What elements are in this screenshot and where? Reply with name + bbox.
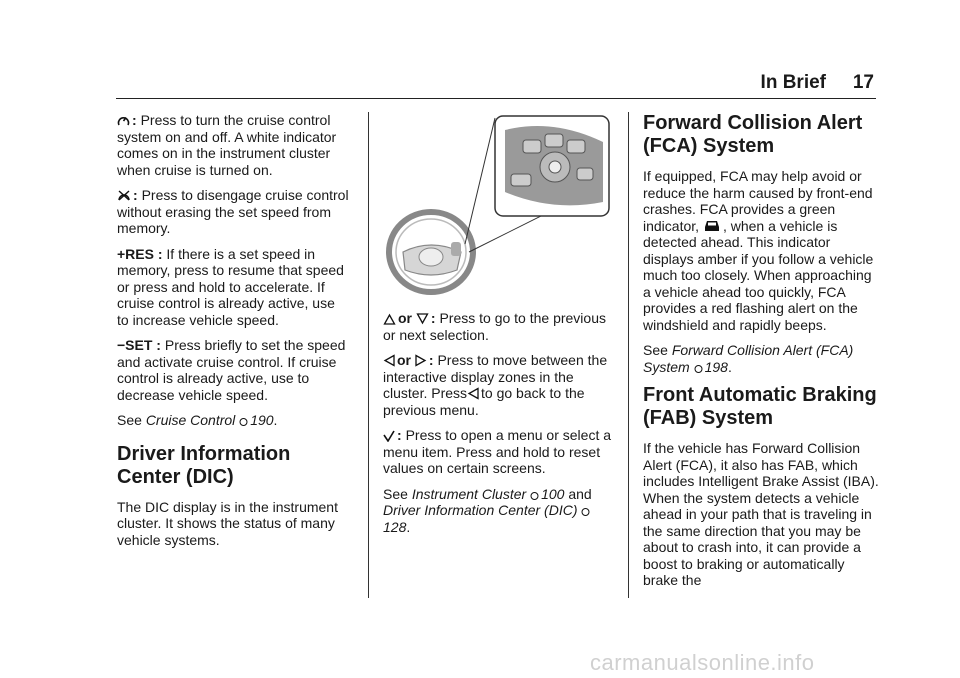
see-reference [383,486,611,536]
key-label: : [397,427,402,443]
fca-paragraph [643,168,879,333]
page-arrow-icon [694,364,703,374]
cross-ref-link[interactable]: Instrument Cluster [411,485,527,502]
set-paragraph [117,337,349,403]
page-arrow-icon [239,417,248,427]
cross-ref-link[interactable]: Forward Collision Alert (FCA) System [643,342,854,375]
see-reference [117,412,349,429]
up-arrow-icon [383,313,396,325]
key-label: : [430,310,436,326]
cruise-control-icon [117,114,130,127]
or-label: or [398,310,412,326]
page-ref[interactable]: 190 [250,412,274,428]
fab-heading: Front Automatic Braking (FAB) System [643,384,877,429]
set-text: Press briefly to set the speed and activate cruise control. If cruise control is already active, use to decrease vehicle speed. [117,337,346,403]
leftright-paragraph [383,352,611,418]
vehicle-ahead-icon [703,219,721,233]
see-prefix: See [643,342,672,358]
steering-wheel-illustration [383,112,611,300]
column-1 [117,112,349,557]
see-prefix: See [117,412,146,428]
res-key: +RES : [117,245,163,262]
page-ref[interactable]: 198 [704,358,728,375]
page-ref[interactable]: 100 [541,485,565,502]
page-header [116,70,876,99]
cross-ref-link[interactable]: Driver Information Center (DIC) [383,502,578,518]
dic-text: The DIC display is in the instrument cluster. It shows the status of many vehicle systems. [117,498,338,548]
see-suffix: . [406,518,411,535]
cruise-onoff-text: Press to turn the cruise control system on and off. A white indicator comes on in the instrument cluster when cruise is turned on. [117,112,337,178]
or-label: or [397,352,411,368]
column-3 [643,112,879,598]
see-suffix: . [273,412,278,428]
column-divider [628,112,629,598]
fca-heading: Forward Collision Alert (FCA) System [643,112,863,157]
column-2 [383,112,611,544]
and-label: and [564,485,592,502]
updown-paragraph [383,310,611,343]
page-number: 17 [852,72,874,93]
page-arrow-icon [530,491,539,501]
select-text: Press to open a menu or select a menu item. Press and hold to reset values on certain screens. [383,427,612,476]
cancel-text: Press to disengage cruise control without erasing the set speed from memory. [117,187,349,236]
column-divider [368,112,369,598]
select-paragraph [383,427,611,477]
left-arrow-icon [383,354,395,367]
leftright-text-2: to go back to the previous menu. [383,385,585,418]
see-prefix: See [383,485,412,502]
page-ref[interactable]: 128 [383,518,407,535]
res-text: If there is a set speed in memory, press to resume that speed or press and hold to accelerate. If cruise control is already active, use to increase vehicle speed. [117,245,344,328]
cruise-onoff-paragraph [117,112,349,178]
key-label: : [428,352,434,368]
updown-text: Press to go to the previous or next selection. [383,310,606,343]
fca-text-1: If equipped, FCA may help avoid or reduce the harm caused by front-end crashes. FCA provides a green indicator, [643,168,873,234]
leftright-text: Press to move between the interactive display zones in the cluster. Press [383,352,608,401]
down-arrow-icon [416,313,429,325]
checkmark-icon [383,430,395,442]
fab-text: If the vehicle has Forward Collision Alert (FCA), it also has FAB, which includes Intelligent Brake Assist (IBA). When the system detects a vehicle ahead in your path that is traveling in the same direction that you may be about to crash into, it can provide a boost to braking or automatically brake the [643,440,879,588]
key-label: : [132,112,137,128]
cross-ref-link[interactable]: Cruise Control [145,412,236,428]
fca-text-2: , when a vehicle is detected ahead. This indicator displays amber if you follow a vehicle much too closely. When approaching a vehicle ahead too quickly, FCA provides a red flashing alert on the windshield and rapidly beeps. [643,217,874,333]
key-label: : [133,187,138,203]
cancel-paragraph [117,187,349,237]
right-arrow-icon [415,354,427,367]
see-reference [643,342,879,375]
watermark: carmanualsonline.info [590,650,815,675]
left-arrow-icon [467,387,479,400]
set-key: −SET : [117,337,161,353]
page-arrow-icon [581,507,590,517]
res-paragraph [117,246,349,329]
cruise-cancel-icon [117,189,131,202]
see-suffix: . [727,358,732,375]
dic-heading: Driver Information Center (DIC) [117,442,291,488]
section-title: In Brief [760,72,826,93]
